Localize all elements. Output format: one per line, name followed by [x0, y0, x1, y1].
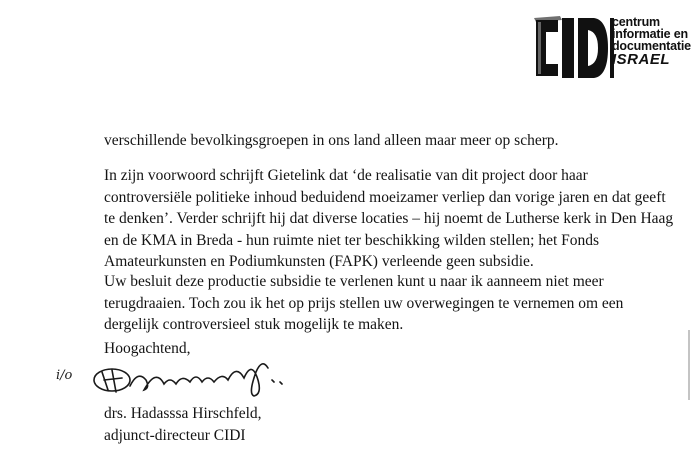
- text-line: terugdraaien. Toch zou ik het op prijs stellen uw overwegingen te vernemen om een: [104, 294, 624, 312]
- text-line: Amateurkunsten en Podiumkunsten (FAPK) verleende geen subsidie.: [104, 253, 534, 270]
- logo-line-4: ISRAEL: [612, 51, 671, 68]
- signature-initials: i/o: [56, 368, 73, 383]
- logo-wordmark: [612, 16, 691, 68]
- text-line: en de KMA in Breda - hun ruimte niet ter beschikking wilden stellen; het Fonds: [104, 231, 600, 249]
- cidi-monogram-icon: [532, 12, 614, 82]
- handwritten-signature: [86, 350, 296, 400]
- logo-line-3: documentatie: [612, 39, 691, 53]
- text-line: Uw besluit deze productie subsidie te verlenen kunt u naar ik aanneem niet meer: [104, 273, 604, 290]
- logo-line-2: informatie en: [612, 27, 688, 41]
- paragraph-foreword: [104, 165, 674, 273]
- text-line: In zijn voorwoord schrijft Gietelink dat ‘de realisatie van dit project door haar: [104, 167, 588, 184]
- text-line: verschillende bevolkingsgroepen in ons land alleen maar meer op scherp.: [104, 132, 559, 149]
- scan-edge-mark: [688, 330, 690, 400]
- signer-role: adjunct-directeur CIDI: [104, 427, 246, 444]
- text-line: controversiële politieke inhoud beduidend moeizamer verliep dan vorige jaren en dat geeft: [104, 188, 666, 206]
- closing-salutation: Hoogachtend,: [104, 340, 191, 357]
- text-line: te denken’. Verder schrijft hij dat diverse locaties – hij noemt de Lutherse kerk in Den Haag: [104, 210, 674, 227]
- paragraph-continuation: [104, 130, 664, 152]
- text-line: dergelijk controversieel stuk mogelijk te maken.: [104, 316, 404, 333]
- signer-name: drs. Hadasssa Hirschfeld,: [104, 405, 262, 422]
- logo-line-1: centrum: [612, 15, 660, 29]
- cidi-logo: [532, 12, 698, 82]
- paragraph-request: [104, 271, 664, 336]
